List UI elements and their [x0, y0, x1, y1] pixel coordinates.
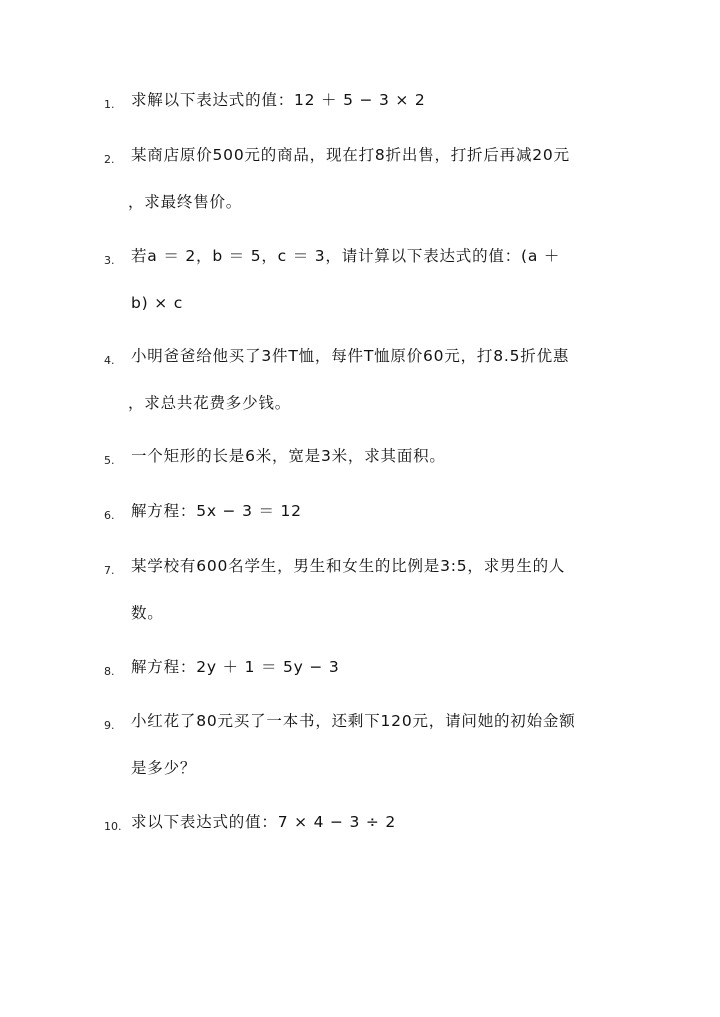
question-text: 某商店原价500元的商品，现在打8折出售，打折后再减20元: [131, 146, 570, 164]
question-number: 7.: [104, 564, 115, 577]
question-text: 解方程：5x − 3 ＝ 12: [131, 502, 302, 520]
question-number: 9.: [104, 719, 115, 732]
question-text-continued: ，求最终售价。: [128, 193, 243, 211]
question-text: 一个矩形的长是6米，宽是3米，求其面积。: [131, 447, 446, 465]
question-text: 某学校有600名学生，男生和女生的比例是3:5，求男生的人: [131, 557, 566, 575]
question-text-continued: 是多少？: [131, 759, 197, 777]
question-text: 求以下表达式的值：7 × 4 − 3 ÷ 2: [131, 813, 397, 831]
question-text: 解方程：2y ＋ 1 ＝ 5y − 3: [131, 658, 340, 676]
question-text: 小红花了80元买了一本书，还剩下120元，请问她的初始金额: [131, 712, 576, 730]
question-text: 求解以下表达式的值：12 ＋ 5 − 3 × 2: [131, 91, 426, 109]
question-text: 若a ＝ 2，b ＝ 5，c ＝ 3，请计算以下表达式的值：(a ＋: [131, 247, 561, 265]
question-number: 6.: [104, 509, 115, 522]
question-number: 10.: [104, 820, 122, 833]
question-text-continued: 数。: [131, 604, 164, 622]
question-number: 2.: [104, 153, 115, 166]
question-number: 3.: [104, 254, 115, 267]
question-number: 8.: [104, 665, 115, 678]
question-number: 5.: [104, 454, 115, 467]
question-text-continued: b) × c: [131, 294, 184, 312]
question-number: 1.: [104, 98, 115, 111]
question-number: 4.: [104, 354, 115, 367]
question-text: 小明爸爸给他买了3件T恤，每件T恤原价60元，打8.5折优惠: [131, 347, 570, 365]
question-text-continued: ，求总共花费多少钱。: [128, 394, 292, 412]
